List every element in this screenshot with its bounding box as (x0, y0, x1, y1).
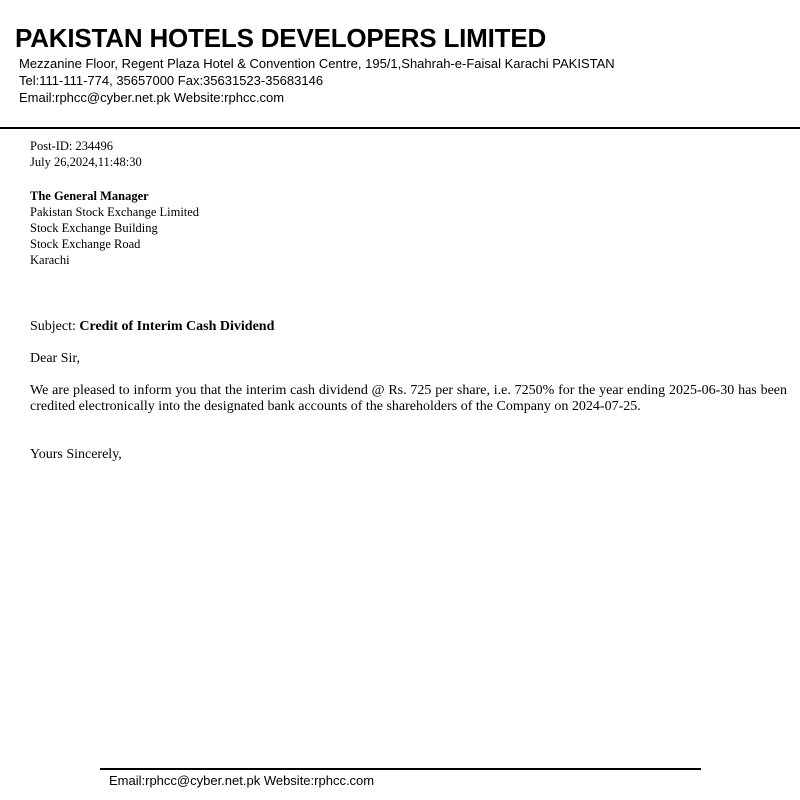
post-datetime: July 26,2024,11:48:30 (30, 155, 142, 169)
closing: Yours Sincerely, (30, 447, 122, 462)
addressee-title: The General Manager (30, 189, 149, 203)
company-name: PAKISTAN HOTELS DEVELOPERS LIMITED (15, 23, 547, 53)
addressee-line: Stock Exchange Building (30, 221, 158, 235)
salutation: Dear Sir, (30, 351, 80, 366)
addressee-line: Pakistan Stock Exchange Limited (30, 205, 200, 219)
addressee-line: Karachi (30, 253, 70, 267)
subject-text: Credit of Interim Cash Dividend (79, 319, 275, 334)
header-divider (0, 127, 800, 129)
addressee-block (30, 188, 199, 268)
addressee-line: Stock Exchange Road (30, 237, 141, 251)
company-phone-fax: Tel:111-111-774, 35657000 Fax:35631523-35683146 (19, 73, 324, 88)
footer-divider (100, 768, 701, 770)
post-meta (30, 138, 142, 170)
post-id: Post-ID: 234496 (30, 139, 113, 153)
letter-body: We are pleased to inform you that the interim cash dividend @ Rs. 725 per share, i.e. 7250% for the year ending 2025-06-30 has been credited electronically into the designated bank accounts of the shareholders of the Company on 2024-07-25. (30, 383, 787, 414)
subject-label: Subject: (30, 319, 76, 334)
company-address: Mezzanine Floor, Regent Plaza Hotel & Convention Centre, 195/1,Shahrah-e-Faisal Karachi PAKISTAN (19, 56, 615, 71)
footer-email-website: Email:rphcc@cyber.net.pk Website:rphcc.com (109, 773, 375, 788)
company-email-website: Email:rphcc@cyber.net.pk Website:rphcc.com (19, 90, 285, 105)
subject-line (30, 319, 274, 335)
